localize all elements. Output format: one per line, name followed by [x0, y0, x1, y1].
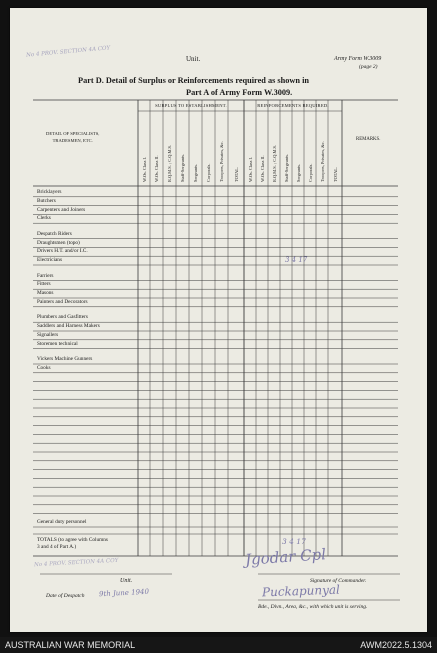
row-label-storemen-technical: Storemen technical [37, 340, 78, 347]
archive-name: AUSTRALIAN WAR MEMORIAL [5, 640, 136, 650]
row-label-carpenters-and-joiners: Carpenters and Joiners [37, 206, 86, 213]
footer-date-label: Date of Despatch [46, 593, 85, 599]
surplus-col-3-header: R.Q.M.S. ; C.Q.M.S. [167, 144, 172, 182]
detail-header: DETAIL OF SPECIALISTS, TRADESMEN, ETC. [46, 131, 100, 143]
row-label-vickers-machine-gunners: Vickers Machine Gunners [37, 356, 93, 363]
row-label-signallers: Signallers [37, 332, 59, 338]
surplus-col-5-header: Sergeants. [193, 163, 198, 182]
row-label-masons: Masons [37, 290, 54, 297]
archive-caption-bar [0, 637, 437, 653]
surplus-col-1-header: W.Os. Class I. [141, 156, 147, 182]
row-label-plumbers-and-gasfitters: Plumbers and Gasfitters [37, 314, 88, 321]
row-label-clerks: Clerks [37, 215, 51, 222]
reinforcement-col-1-header: W.Os. Class I. [247, 156, 253, 182]
row-label-fitters: Fitters [37, 281, 51, 288]
footer-formation-label: Bde., Divn., Area, &c., with which unit is serving. [258, 604, 368, 610]
reinforcement-col-8-header: TOTAL. [332, 166, 338, 182]
unit-stamp-top: No 4 PROV. SECTION 4A COY [25, 45, 111, 59]
footer-signature-label: Signature of Commander. [310, 578, 367, 584]
row-label-saddlers-and-harness-makers: Saddlers and Harness Makers [37, 323, 100, 330]
row-label-farriers: Farriers [37, 272, 54, 279]
title-line-2: Part A of Army Form W.3009. [186, 88, 293, 97]
unit-stamp-bottom: No 4 PROV. SECTION 4A COY [33, 557, 119, 569]
row-label-bricklayers: Bricklayers [37, 189, 62, 195]
surplus-col-6-header: Corporals. [206, 163, 211, 182]
surplus-header: SURPLUS TO ESTABLISHMENT. [155, 103, 227, 108]
general-duty-label: General duty personnel [37, 519, 87, 525]
reinforcement-col-4-header: Staff-Sergeants. [283, 153, 289, 182]
row-label-butchers: Butchers [37, 197, 56, 204]
formation-handwritten: Puckapunyal [261, 582, 341, 600]
form-reference: Army Form W.3009 [334, 56, 382, 62]
drivers-entry: 3 4 17 [285, 256, 308, 264]
title-line-1: Part D. Detail of Surplus or Reinforcements required as shown in [78, 76, 310, 85]
reinforcement-col-2-header: W.Os. Class II. [259, 155, 265, 182]
reinforcement-col-6-header: Corporals. [307, 163, 313, 182]
totals-label: TOTALS (to agree with Columns 3 and 4 of Part A.) [37, 537, 108, 550]
row-label-despatch-riders: Despatch Riders [37, 230, 72, 237]
page-reference: (page 2) [359, 64, 378, 70]
row-label-electricians: Electricians [37, 257, 62, 264]
surplus-col-2-header: W.Os. Class II. [154, 155, 159, 182]
archive-accession-number: AWM2022.5.1304 [360, 640, 432, 650]
remarks-header: REMARKS. [356, 137, 381, 142]
row-label-draughtsmen-topo-: Draughtsmen (topo) [37, 239, 80, 246]
footer-unit-label: Unit. [120, 578, 133, 584]
row-label-cooks: Cooks [37, 365, 51, 371]
signature: Jgodar Cpl [244, 545, 327, 569]
reinforcements-header: REINFORCEMENTS REQUIRED. [257, 103, 329, 108]
reinforcement-col-5-header: Sergeants. [295, 163, 301, 182]
totals-entry: 3 4 17 [282, 537, 306, 546]
surplus-col-8-header: TOTAL. [233, 166, 239, 182]
surplus-col-4-header: Staff-Sergeants. [180, 153, 185, 182]
row-label-painters-and-decorators: Painters and Decorators [37, 299, 88, 305]
reinforcement-col-7-header: Troopers, Privates, &c. [319, 141, 325, 182]
despatch-date: 9th June 1940 [98, 587, 150, 599]
row-label-drivers-h-t-and-or-i-c-: Drivers H.T. and/or I.C. [37, 248, 88, 255]
surplus-col-7-header: Troopers, Privates, &c. [219, 141, 224, 182]
reinforcement-col-3-header: R.Q.M.S. ; C.Q.M.S. [271, 144, 277, 182]
unit-label: Unit. [186, 55, 201, 63]
